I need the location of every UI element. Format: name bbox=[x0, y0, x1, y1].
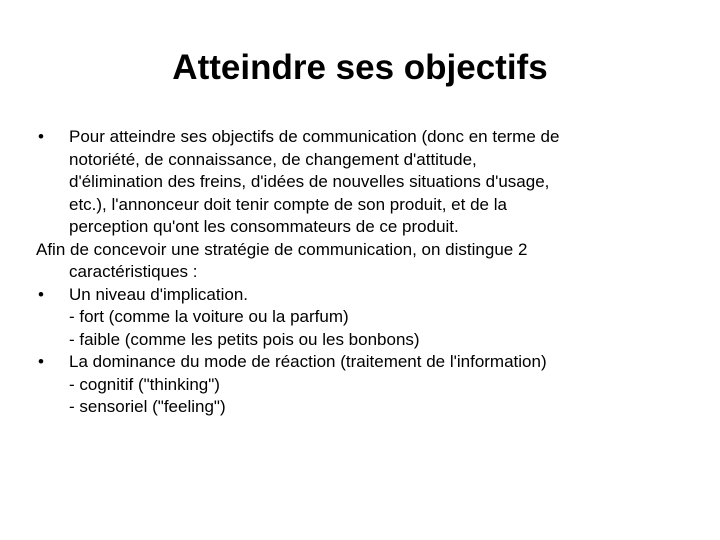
slide-body bbox=[36, 126, 676, 419]
bullet-marker: • bbox=[38, 284, 44, 304]
plain-paragraph-strategy bbox=[36, 239, 676, 284]
text-line: caractéristiques : bbox=[69, 262, 198, 281]
bullet-paragraph-implication bbox=[36, 284, 676, 352]
text-line: - fort (comme la voiture ou la parfum) bbox=[69, 307, 349, 326]
text-line: La dominance du mode de réaction (traitement de l'information) bbox=[69, 352, 547, 371]
text-line: notoriété, de connaissance, de changement d'attitude, bbox=[69, 149, 477, 169]
bullet-marker: • bbox=[38, 127, 44, 146]
text-line: perception qu'ont les consommateurs de ce produit. bbox=[69, 217, 459, 236]
text-line: etc.), l'annonceur doit tenir compte de son produit, et de la bbox=[69, 194, 507, 214]
text-line: d'élimination des freins, d'idées de nouvelles situations d'usage, bbox=[69, 172, 550, 191]
bullet-paragraph-communication bbox=[36, 126, 676, 239]
text-line: - cognitif ("thinking") bbox=[69, 374, 220, 394]
text-line: Un niveau d'implication. bbox=[69, 284, 249, 304]
bullet-marker: • bbox=[38, 352, 44, 371]
text-line: - faible (comme les petits pois ou les bonbons) bbox=[69, 329, 420, 349]
text-line: Pour atteindre ses objectifs de communication (donc en terme de bbox=[69, 127, 560, 146]
text-line: - sensoriel ("feeling") bbox=[69, 397, 226, 416]
text-line: Afin de concevoir une stratégie de communication, on distingue 2 bbox=[36, 239, 528, 259]
bullet-paragraph-reaction-mode bbox=[36, 351, 676, 419]
slide-title: Atteindre ses objectifs bbox=[172, 48, 548, 87]
